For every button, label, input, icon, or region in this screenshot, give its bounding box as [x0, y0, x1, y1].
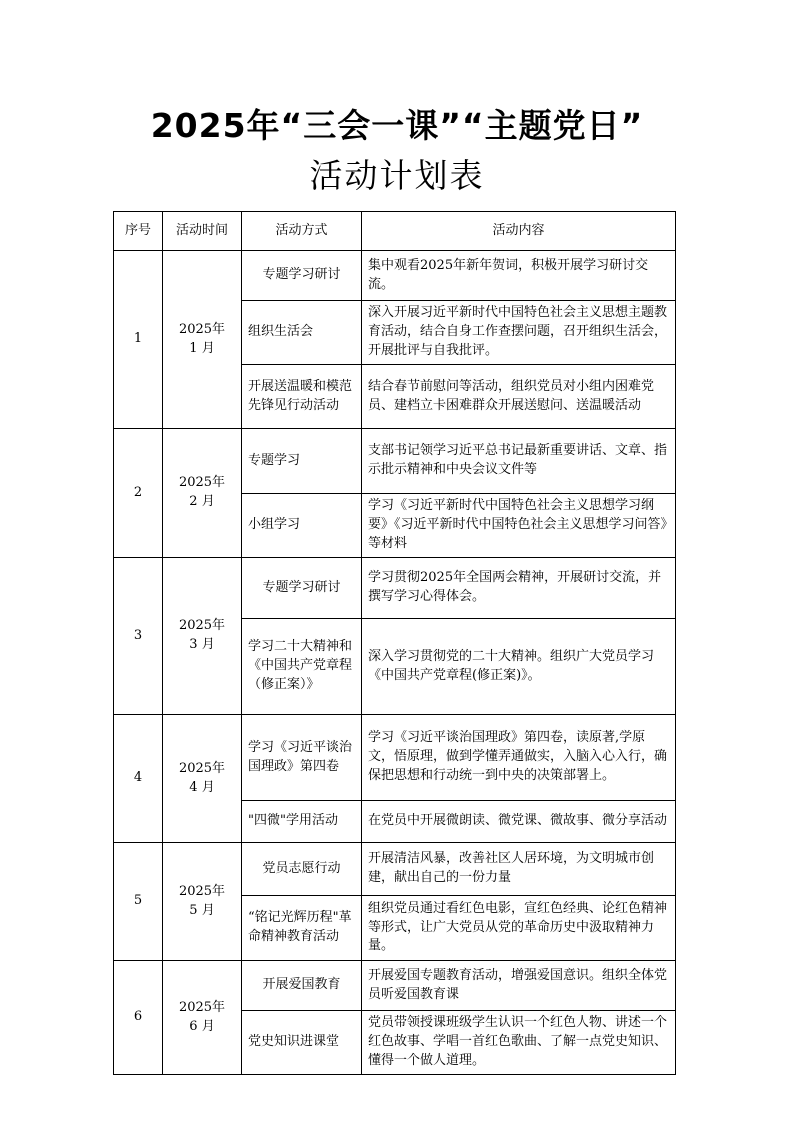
method-cell: 小组学习: [242, 494, 362, 558]
table-row: [114, 961, 676, 1011]
time-year: 2025年: [178, 999, 226, 1015]
seq-cell: 2: [114, 429, 163, 558]
header-content: 活动内容: [362, 212, 676, 251]
method-cell: 专题学习研讨: [242, 251, 362, 301]
table-row: [114, 558, 676, 619]
time-month: 5 月: [189, 902, 215, 918]
content-cell: 在党员中开展微朗读、微党课、微故事、微分享活动: [362, 801, 676, 843]
time-year: 2025年: [178, 760, 226, 776]
time-year: 2025年: [178, 475, 226, 491]
time-cell: [163, 843, 242, 961]
time-month: 2 月: [189, 494, 215, 509]
time-month: 3 月: [189, 637, 215, 652]
time-cell: [163, 251, 242, 429]
content-cell: 集中观看2025年新年贺词，积极开展学习研讨交流。: [362, 251, 676, 301]
method-cell: 开展爱国教育: [242, 961, 362, 1011]
time-year: 2025年: [178, 321, 226, 337]
method-cell: 党员志愿行动: [242, 843, 362, 896]
method-cell: "四微"学用活动: [242, 801, 362, 843]
content-cell: 开展清洁风暴，改善社区人居环境，为文明城市创建，献出自己的一份力量: [362, 843, 676, 896]
content-cell: 深入开展习近平新时代中国特色社会主义思想主题教育活动，结合自身工作查摆问题，召开组织生活会，开展批评与自我批评。: [362, 301, 676, 365]
time-year: 2025年: [178, 618, 226, 634]
content-cell: 党员带领授课班级学生认识一个红色人物、讲述一个红色故事、学唱一首红色歌曲、了解一点党史知识、懂得一个做人道理。: [362, 1011, 676, 1075]
content-cell: 学习《习近平谈治国理政》第四卷，读原著,学原文，悟原理，做到学懂弄通做实，入脑入心入行，确保把思想和行动统一到中央的决策部署上。: [362, 715, 676, 801]
content-cell: 结合春节前慰问等活动，组织党员对小组内困难党员、建档立卡困难群众开展送慰问、送温暖活动: [362, 365, 676, 429]
method-cell: 专题学习研讨: [242, 558, 362, 619]
method-cell: 党史知识进课堂: [242, 1011, 362, 1075]
content-cell: 开展爱国专题教育活动，增强爱国意识。组织全体党员听爱国教育课: [362, 961, 676, 1011]
content-cell: 支部书记领学习近平总书记最新重要讲话、文章、指示批示精神和中央会议文件等: [362, 429, 676, 494]
table-row: [114, 251, 676, 301]
content-cell: 学习《习近平新时代中国特色社会主义思想学习纲要》《习近平新时代中国特色社会主义思想学习问答》等材料: [362, 494, 676, 558]
time-month: 1 月: [189, 340, 215, 356]
seq-cell: 1: [114, 251, 163, 429]
header-time: 活动时间: [163, 212, 242, 251]
method-cell: 专题学习: [242, 429, 362, 494]
time-year: 2025年: [178, 883, 226, 899]
seq-cell: 3: [114, 558, 163, 715]
method-cell: 学习二十大精神和《中国共产党章程（修正案）》: [242, 619, 362, 715]
table-row: [114, 715, 676, 801]
time-month: 4 月: [189, 779, 215, 795]
content-cell: 组织党员通过看红色电影，宣红色经典、论红色精神等形式，让广大党员从党的革命历史中汲取精神力量。: [362, 896, 676, 961]
seq-cell: 5: [114, 843, 163, 961]
page-subtitle: 活动计划表: [309, 156, 485, 195]
time-cell: [163, 429, 242, 558]
page-title: 2025年“三会一课”“主题党日”: [150, 106, 644, 145]
method-cell: 开展送温暖和模范先锋见行动活动: [242, 365, 362, 429]
activity-plan-table: [113, 211, 676, 1075]
seq-cell: 6: [114, 961, 163, 1075]
seq-cell: 4: [114, 715, 163, 843]
header-method: 活动方式: [242, 212, 362, 251]
header-seq: 序号: [114, 212, 163, 251]
time-cell: [163, 961, 242, 1075]
method-cell: “铭记光辉历程"革命精神教育活动: [242, 896, 362, 961]
content-cell: 深入学习贯彻党的二十大精神。组织广大党员学习《中国共产党章程(修正案)》。: [362, 619, 676, 715]
table-row: [114, 843, 676, 896]
table-row: [114, 429, 676, 494]
time-month: 6 月: [189, 1018, 215, 1034]
time-cell: [163, 558, 242, 715]
method-cell: 学习《习近平谈治国理政》第四卷: [242, 715, 362, 801]
time-cell: [163, 715, 242, 843]
table-header-row: [114, 212, 676, 251]
content-cell: 学习贯彻2025年全国两会精神，开展研讨交流，并撰写学习心得体会。: [362, 558, 676, 619]
method-cell: 组织生活会: [242, 301, 362, 365]
